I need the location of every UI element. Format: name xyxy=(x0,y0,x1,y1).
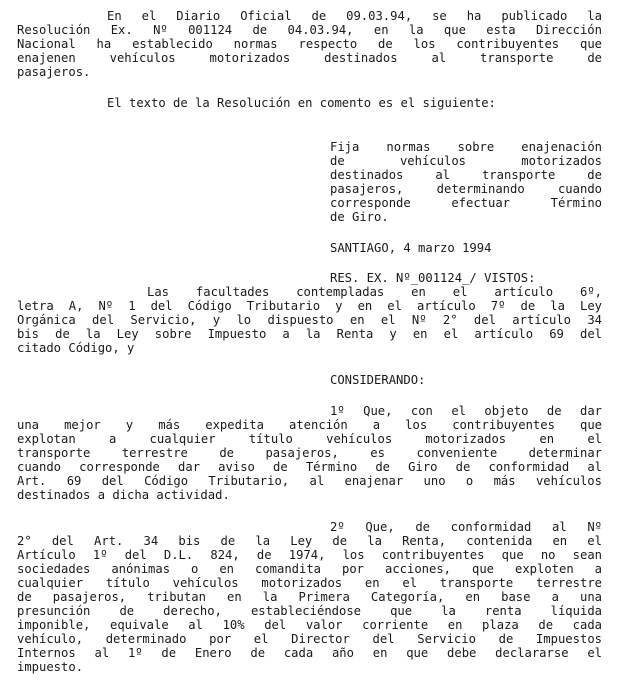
considerando-heading: CONSIDERANDO: xyxy=(330,373,426,387)
intro-line: enajenen vehículos motorizados destinados al transporte de xyxy=(17,51,602,65)
vistos-line: bis de la Ley sobre Impuesto a la Renta y en el artículo 69 del xyxy=(17,327,602,341)
intro-line: En el Diario Oficial de 09.03.94, se ha publicado la xyxy=(107,9,602,23)
considerando-1-line: transporte terrestre de pasajeros, es conveniente determinar xyxy=(17,446,602,460)
summary-line: corresponde efectuar Término xyxy=(330,196,602,210)
summary-line: pasajeros, determinando cuando xyxy=(330,182,602,196)
place-date: SANTIAGO, 4 marzo 1994 xyxy=(330,241,492,255)
intro-line: Resolución Ex. Nº 001124 de 04.03.94, en la que esta Dirección xyxy=(17,23,602,37)
summary-line: Fija normas sobre enajenación xyxy=(330,140,602,154)
considerando-2-line: Internos al 1º de Enero de cada año en que debe declararse el xyxy=(17,646,602,660)
considerando-2-line: imponible, equivale al 10% del valor corriente en plaza de cada xyxy=(17,618,602,632)
intro-line: pasajeros. xyxy=(17,65,91,79)
considerando-2-line: impuesto. xyxy=(17,660,84,674)
summary-line: de vehículos motorizados xyxy=(330,154,602,168)
considerando-2-line: sociedades anónimas o en comandita por acciones, que exploten a xyxy=(17,562,602,576)
considerando-2-line: cualquier título vehículos motorizados en el transporte terrestre xyxy=(17,576,602,590)
vistos-line: Orgánica del Servicio, y lo dispuesto en el Nº 2° del artículo 34 xyxy=(17,313,602,327)
considerando-2-line: vehículo, determinado por el Director del Servicio de Impuestos xyxy=(17,632,602,646)
considerando-1-line: destinados a dicha actividad. xyxy=(17,488,230,502)
considerando-2-line: 2° del Art. 34 bis de la Ley de la Renta, contenida en el xyxy=(17,534,602,548)
vistos-line: citado Código, y xyxy=(17,341,135,355)
considerando-2-line: presunción de derecho, estableciéndose que la renta líquida xyxy=(17,604,602,618)
considerando-1-first: 1º Que, con el objeto de dar xyxy=(330,404,602,418)
vistos-line: Las facultades contempladas en el artículo 6º, xyxy=(147,285,602,299)
considerando-1-line: cuando corresponde dar aviso de Término de Giro de conformidad al xyxy=(17,460,602,474)
considerando-1-line: explotan a cualquier título vehículos motorizados en el xyxy=(17,432,602,446)
vistos-line: letra A, Nº 1 del Código Tributario y en el artículo 7º de la Ley xyxy=(17,299,602,313)
summary-line: de Giro. xyxy=(330,210,389,224)
text-intro: El texto de la Resolución en comento es el siguiente: xyxy=(107,96,496,110)
considerando-2-line: de pasajeros, tributan en la Primera Categoría, en base a una xyxy=(17,590,602,604)
intro-line: Nacional ha establecido normas respecto de los contribuyentes que xyxy=(17,37,602,51)
considerando-1-line: una mejor y más expedita atención a los contribuyentes que xyxy=(17,418,602,432)
considerando-2-first: 2º Que, de conformidad al Nº xyxy=(330,520,602,534)
res-header: RES. EX. Nº_001124_/ VISTOS: xyxy=(330,271,536,285)
summary-line: destinados al transporte de xyxy=(330,168,602,182)
considerando-2-line: Artículo 1º del D.L. 824, de 1974, los contribuyentes que no sean xyxy=(17,548,602,562)
considerando-1-line: Art. 69 del Código Tributario, al enajenar uno o más vehículos xyxy=(17,474,602,488)
